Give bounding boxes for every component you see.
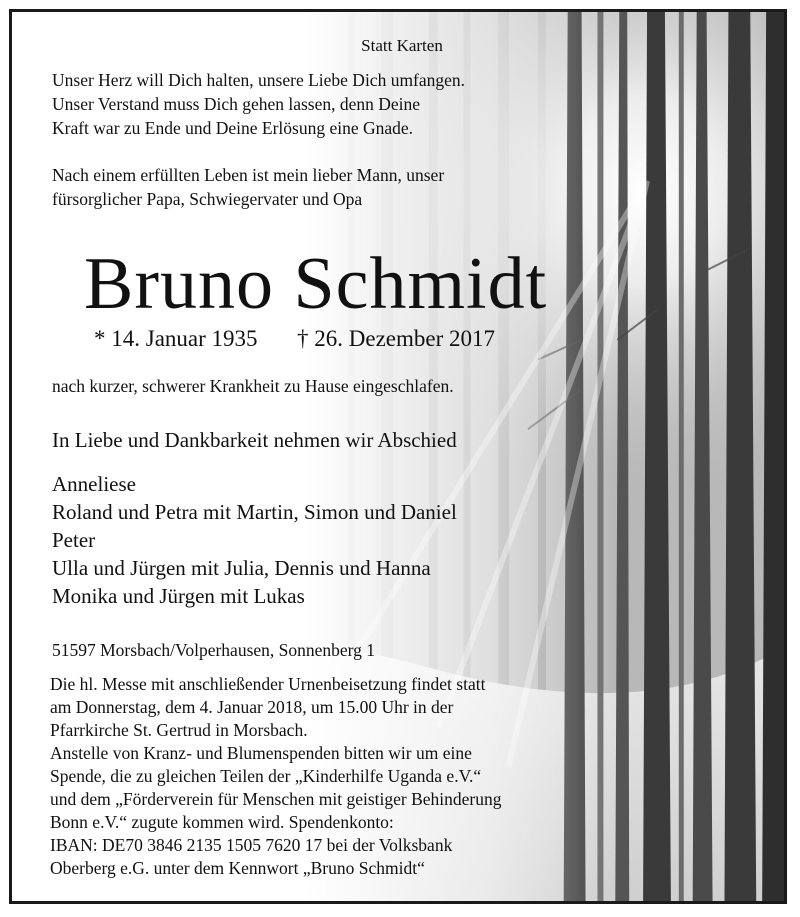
farewell-text: In Liebe und Dankbarkeit nehmen wir Abschied [52, 428, 457, 452]
service-line: Spende, die zu gleichen Teilen der „Kinderhilfe Uganda e.V.“ [50, 766, 482, 786]
kicker-statt-karten: Statt Karten [361, 36, 443, 55]
mourner-line: Ulla und Jürgen mit Julia, Dennis und Hanna [52, 556, 431, 580]
service-line: Anstelle von Kranz- und Blumenspenden bitten wir um eine [50, 743, 472, 763]
mourner-line: Roland und Petra mit Martin, Simon und Daniel [52, 500, 457, 524]
service-line: Pfarrkirche St. Gertrud in Morsbach. [50, 720, 308, 740]
service-line: am Donnerstag, dem 4. Januar 2018, um 15.00 Uhr in der [50, 697, 454, 717]
mourner-line: Peter [52, 528, 96, 552]
poem-line: Unser Verstand muss Dich gehen lassen, denn Deine [52, 94, 421, 114]
deceased-name: Bruno Schmidt [84, 243, 548, 325]
passing-text: nach kurzer, schwerer Krankheit zu Hause eingeschlafen. [52, 376, 454, 396]
mourner-line: Anneliese [52, 472, 136, 496]
death-date: † 26. Dezember 2017 [297, 326, 495, 351]
service-line: und dem „Förderverein für Menschen mit geistiger Behinderung [50, 789, 502, 809]
intro-line: Nach einem erfüllten Leben ist mein lieber Mann, unser [52, 165, 445, 185]
poem-line: Unser Herz will Dich halten, unsere Liebe Dich umfangen. [52, 70, 466, 90]
poem-line: Kraft war zu Ende und Deine Erlösung eine Gnade. [52, 118, 414, 138]
service-line: IBAN: DE70 3846 2135 1505 7620 17 bei der Volksbank [50, 835, 453, 855]
service-line: Oberberg e.G. unter dem Kennwort „Bruno Schmidt“ [50, 858, 425, 878]
service-line: Die hl. Messe mit anschließender Urnenbeisetzung findet statt [50, 674, 486, 694]
intro-line: fürsorglicher Papa, Schwiegervater und Opa [52, 189, 363, 209]
birth-date: * 14. Januar 1935 [94, 326, 258, 351]
service-line: Bonn e.V.“ zugute kommen wird. Spendenkonto: [50, 812, 394, 832]
mourner-line: Monika und Jürgen mit Lukas [52, 584, 305, 608]
notice-frame [9, 9, 787, 904]
address: 51597 Morsbach/Volperhausen, Sonnenberg 1 [52, 640, 376, 660]
